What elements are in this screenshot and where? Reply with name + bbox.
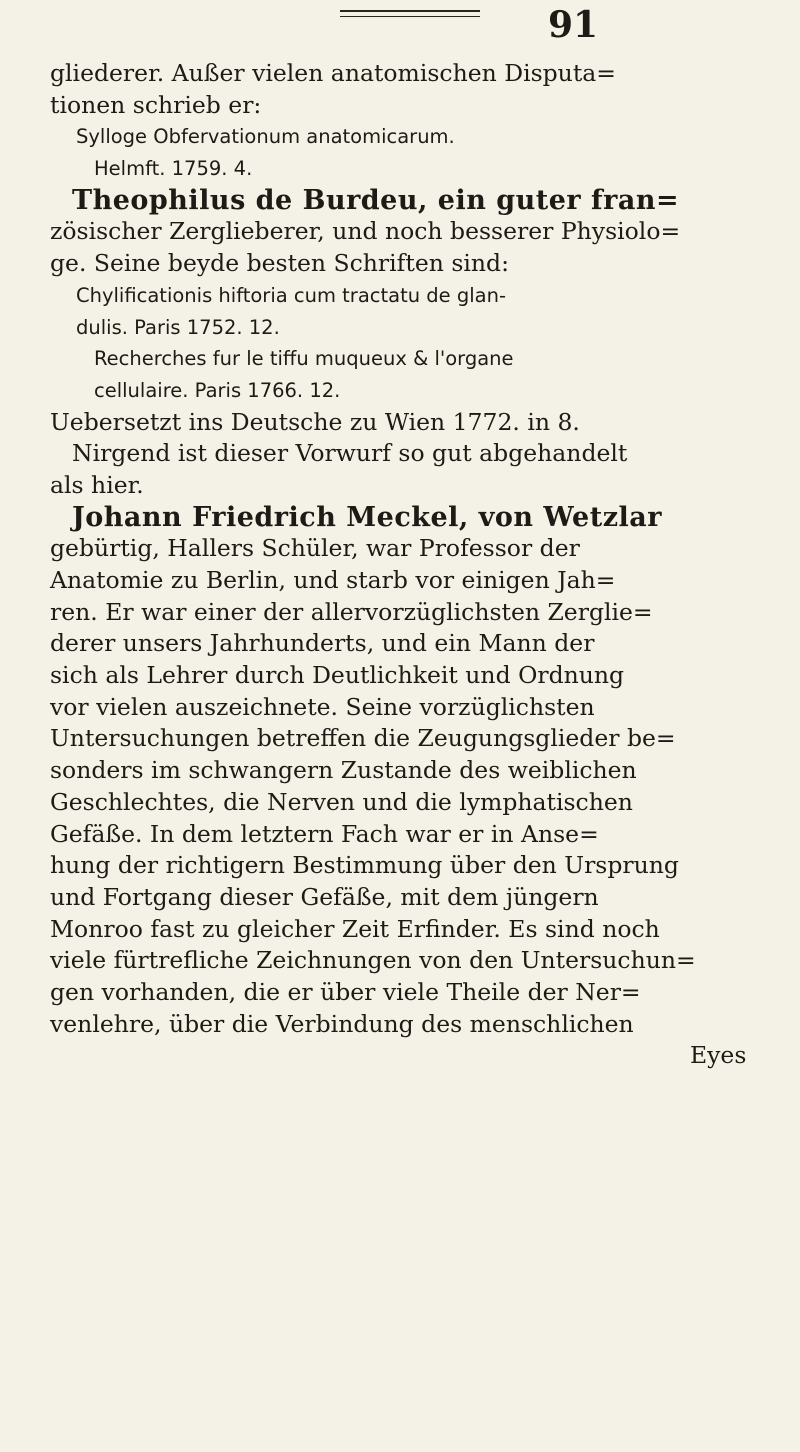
text-line: gebürtig, Hallers Schüler, war Professor der — [50, 534, 580, 563]
text-line: sich als Lehrer durch Deutlichkeit und Ordnung — [50, 661, 625, 690]
text-line: zösischer Zerglieberer, und noch besserer Physiolo= — [50, 217, 681, 246]
text-line: sonders im schwangern Zustande des weiblichen — [50, 756, 637, 785]
text-line: derer unsers Jahrhunderts, und ein Mann der — [50, 629, 595, 658]
text-line: Untersuchungen betreffen die Zeugungsglieder be= — [50, 724, 676, 753]
citation-line: cellulaire. Paris 1766. 12. — [94, 378, 341, 402]
text-line: Nirgend ist dieser Vorwurf so gut abgehandelt — [72, 439, 628, 468]
text-line: Monroo fast zu gleicher Zeit Erfinder. Es sind noch — [50, 914, 660, 943]
text-line: Gefäße. In dem letztern Fach war er in Anse= — [50, 819, 599, 848]
text-line: als hier. — [50, 470, 144, 499]
text-line: tionen schrieb er: — [50, 90, 262, 119]
person-name: Johann Friedrich Meckel, von Wetzlar — [72, 501, 663, 533]
body-text — [50, 58, 765, 1072]
text-line: gliederer. Außer vielen anatomischen Disputa= — [50, 59, 616, 87]
header-rule — [340, 10, 480, 12]
text-line: Anatomie zu Berlin, und starb vor einigen Jah= — [50, 566, 616, 594]
text-line: Uebersetzt ins Deutsche zu Wien 1772. in 8. — [50, 407, 580, 436]
text-line: venlehre, über die Verbindung des menschlichen — [50, 1009, 634, 1038]
person-name: Theophilus de Burdeu, ein guter fran= — [72, 184, 680, 216]
header-rule-thin — [340, 16, 480, 17]
citation-line: dulis. Paris 1752. 12. — [76, 315, 280, 339]
citation-line: Helmft. 1759. 4. — [94, 157, 253, 181]
citation-line: Sylloge Obfervationum anatomicarum. — [76, 125, 455, 149]
page-number: 91 — [548, 4, 599, 46]
text-line: hung der richtigern Bestimmung über den Ursprung — [50, 851, 679, 880]
text-line: viele fürtrefliche Zeichnungen von den Untersuchun= — [50, 946, 696, 975]
text-line: Geschlechtes, die Nerven und die lymphatischen — [50, 787, 633, 816]
citation-line: Chylificationis hiftoria cum tractatu de glan- — [76, 283, 507, 307]
catchword: Eyes — [690, 1041, 747, 1070]
text-line: und Fortgang dieser Gefäße, mit dem jüngern — [50, 882, 599, 911]
text-line: gen vorhanden, die er über viele Theile der Ner= — [50, 977, 641, 1006]
text-line: ge. Seine beyde besten Schriften sind: — [50, 249, 510, 278]
text-line: vor vielen auszeichnete. Seine vorzüglichsten — [50, 692, 595, 721]
text-line — [50, 502, 765, 534]
text-line — [50, 185, 765, 217]
text-line: ren. Er war einer der allervorzüglichsten Zerglie= — [50, 597, 653, 626]
citation-line: Recherches fur le tiffu muqueux & l'organe — [94, 347, 514, 371]
